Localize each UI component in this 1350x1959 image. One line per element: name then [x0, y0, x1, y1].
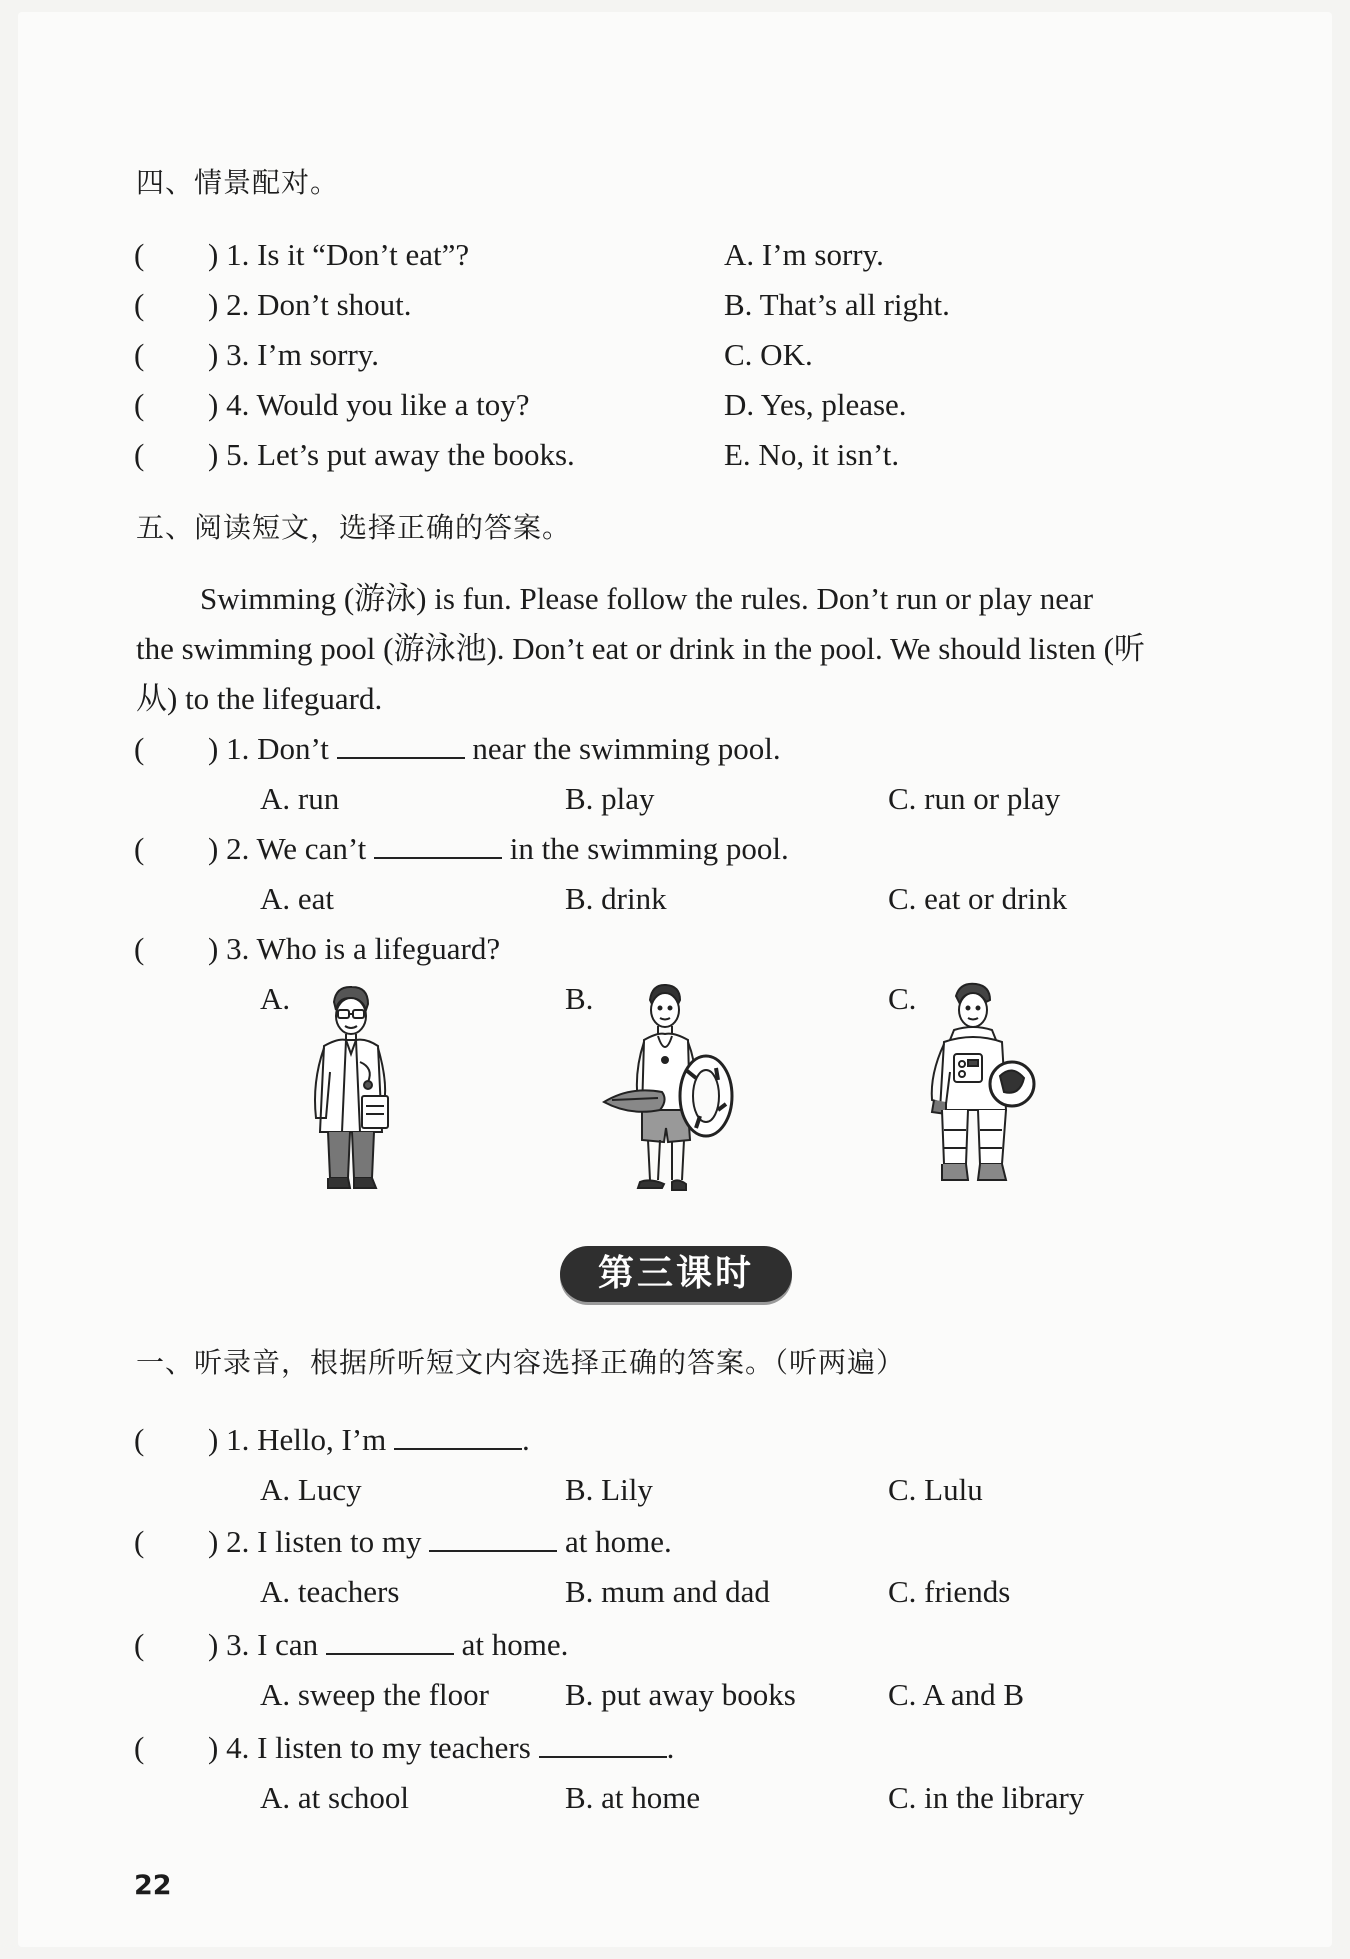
s4-answer-e: E. No, it isn’t.: [724, 437, 900, 472]
s5-q2-stem: [208, 831, 789, 867]
s4-q2-text: ) 2. Don’t shout.: [208, 287, 412, 322]
s4-answer-b: B. That’s all right.: [724, 287, 950, 322]
s4-q4-paren: (: [134, 387, 145, 422]
l3-q4-post: .: [666, 1730, 675, 1765]
l3-q3-post: at home.: [461, 1627, 569, 1662]
passage-line-3: 从) to the lifeguard.: [136, 681, 383, 716]
l3-q3-paren: (: [134, 1627, 145, 1662]
doctor-figure: [300, 982, 400, 1196]
s5-q1-paren: (: [134, 731, 145, 766]
l3-q4-pre: ) 4. I listen to my teachers: [208, 1730, 531, 1765]
s4-q1-paren: (: [134, 237, 145, 272]
s5-q1-blank[interactable]: [337, 731, 465, 759]
l3-q3-option-a: A. sweep the floor: [260, 1677, 489, 1712]
s4-q3-text: ) 3. I’m sorry.: [208, 337, 380, 372]
section1-heading: 一、听录音，根据所听短文内容选择正确的答案。（听两遍）: [136, 1346, 906, 1379]
lifeguard-figure: [600, 982, 740, 1200]
s4-q3-paren: (: [134, 337, 145, 372]
section4-heading: 四、情景配对。: [136, 166, 340, 199]
l3-q1-option-b: B. Lily: [565, 1472, 653, 1507]
l3-q2-option-c: C. friends: [888, 1574, 1011, 1609]
s5-q3-option-a: A.: [260, 981, 291, 1016]
s5-q1-option-b: B. play: [565, 781, 655, 816]
s5-q1-option-c: C. run or play: [888, 781, 1061, 816]
l3-q1-pre: ) 1. Hello, I’m: [208, 1422, 387, 1457]
l3-q4-option-a: A. at school: [260, 1780, 409, 1815]
l3-q2-blank[interactable]: [429, 1524, 557, 1552]
l3-q2-stem: [208, 1524, 672, 1560]
l3-q4-option-b: B. at home: [565, 1780, 701, 1815]
s4-answer-a: A. I’m sorry.: [724, 237, 884, 272]
l3-q3-blank[interactable]: [326, 1627, 454, 1655]
s5-q3-text: ) 3. Who is a lifeguard?: [208, 931, 501, 966]
l3-q4-blank[interactable]: [539, 1730, 667, 1758]
l3-q4-option-c: C. in the library: [888, 1780, 1085, 1815]
l3-q4-stem: [208, 1730, 674, 1766]
s4-q5-paren: (: [134, 437, 145, 472]
l3-q2-post: at home.: [565, 1524, 672, 1559]
s5-q2-blank[interactable]: [374, 831, 502, 859]
l3-q3-pre: ) 3. I can: [208, 1627, 319, 1662]
lesson-title-badge: 第三课时: [560, 1246, 792, 1302]
page-number: 22: [134, 1870, 172, 1901]
l3-q3-option-b: B. put away books: [565, 1677, 796, 1712]
l3-q2-option-b: B. mum and dad: [565, 1574, 770, 1609]
passage-line-2: the swimming pool (游泳池). Don’t eat or drink in the pool. We should listen (听: [136, 631, 1145, 666]
s5-q3-option-c: C.: [888, 981, 917, 1016]
s4-answer-c: C. OK.: [724, 337, 813, 372]
l3-q2-option-a: A. teachers: [260, 1574, 400, 1609]
s5-q2-option-a: A. eat: [260, 881, 335, 916]
l3-q1-option-c: C. Lulu: [888, 1472, 983, 1507]
passage-line-1: Swimming (游泳) is fun. Please follow the rules. Don’t run or play near: [200, 581, 1094, 616]
s4-q1-text: ) 1. Is it “Don’t eat”?: [208, 237, 470, 272]
l3-q2-paren: (: [134, 1524, 145, 1559]
s5-q2-post: in the swimming pool.: [509, 831, 789, 866]
s5-q2-option-c: C. eat or drink: [888, 881, 1068, 916]
l3-q1-option-a: A. Lucy: [260, 1472, 362, 1507]
s5-q1-stem: [208, 731, 781, 767]
s4-q4-text: ) 4. Would you like a toy?: [208, 387, 530, 422]
s5-q1-option-a: A. run: [260, 781, 340, 816]
l3-q1-post: .: [521, 1422, 530, 1457]
s5-q2-option-b: B. drink: [565, 881, 667, 916]
s5-q1-post: near the swimming pool.: [472, 731, 781, 766]
s5-q3-paren: (: [134, 931, 145, 966]
section5-heading: 五、阅读短文，选择正确的答案。: [136, 511, 572, 544]
l3-q2-pre: ) 2. I listen to my: [208, 1524, 422, 1559]
l3-q4-paren: (: [134, 1730, 145, 1765]
s4-q2-paren: (: [134, 287, 145, 322]
astronaut-figure: [920, 980, 1040, 1200]
l3-q3-option-c: C. A and B: [888, 1677, 1025, 1712]
s5-q1-pre: ) 1. Don’t: [208, 731, 329, 766]
s4-answer-d: D. Yes, please.: [724, 387, 907, 422]
l3-q1-blank[interactable]: [394, 1422, 522, 1450]
s4-q5-text: ) 5. Let’s put away the books.: [208, 437, 575, 472]
s5-q2-pre: ) 2. We can’t: [208, 831, 367, 866]
l3-q1-paren: (: [134, 1422, 145, 1457]
l3-q3-stem: [208, 1627, 568, 1663]
s5-q2-paren: (: [134, 831, 145, 866]
l3-q1-stem: [208, 1422, 530, 1458]
s5-q3-option-b: B.: [565, 981, 594, 1016]
